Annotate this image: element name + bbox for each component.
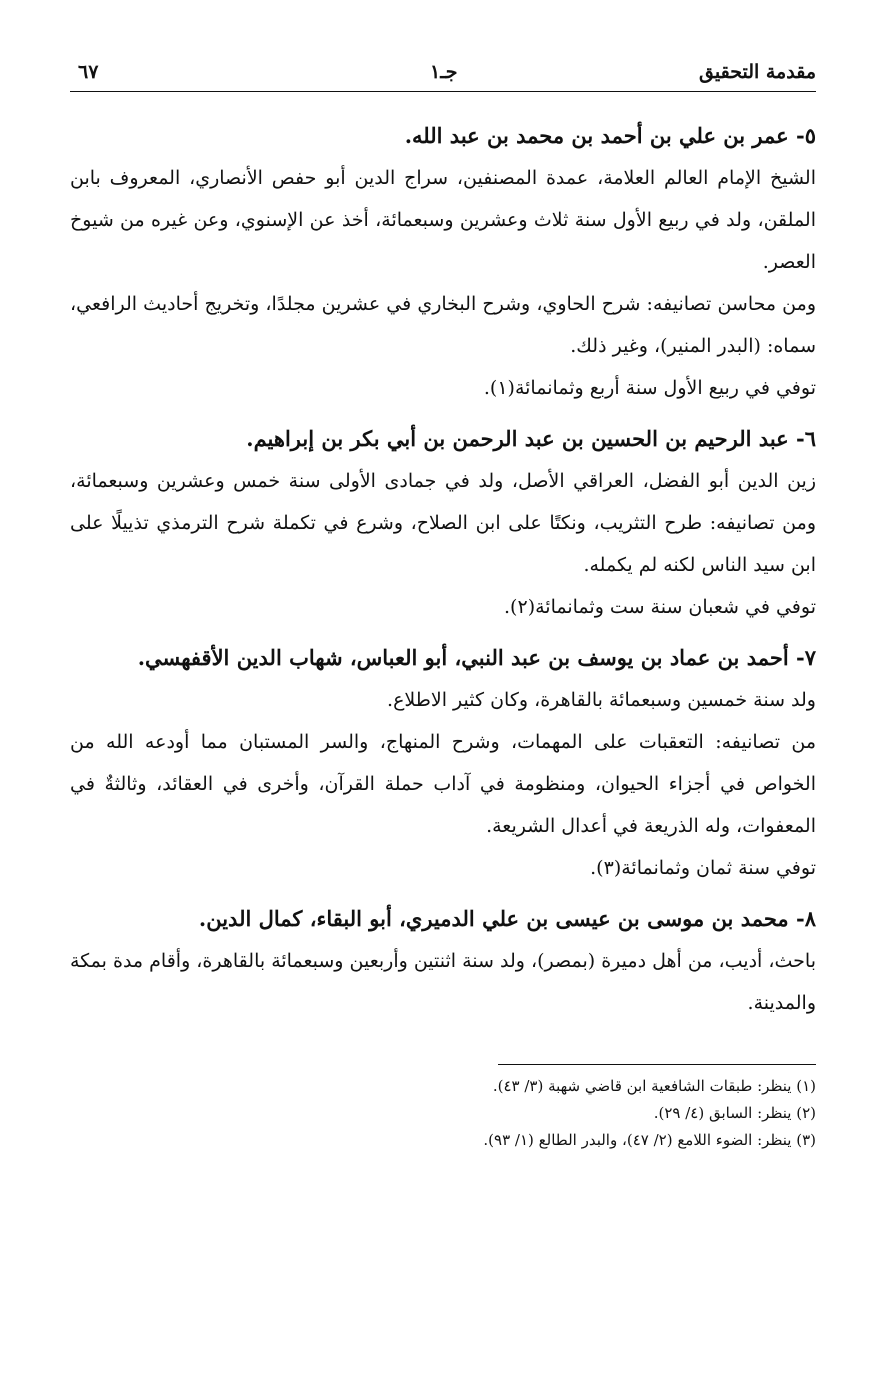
entry-title: ٧- أحمد بن عماد بن يوسف بن عبد النبي، أبو العباس، شهاب الدين الأقفهسي. <box>137 645 816 670</box>
biography-entry <box>70 417 816 628</box>
footnotes <box>70 1064 816 1154</box>
biography-entry <box>70 636 816 889</box>
page-content <box>70 114 816 1154</box>
entry-title: ٦- عبد الرحيم بن الحسين بن عبد الرحمن بن أبي بكر بن إبراهيم. <box>246 426 816 451</box>
entry-paragraph: توفي سنة ثمان وثمانمائة(٣). <box>590 857 816 879</box>
entry-paragraph: ومن محاسن تصانيفه: شرح الحاوي، وشرح البخاري في عشرين مجلدًا، وتخريج أحاديث الرافعي، سماه: (البدر المنير)، وغير ذلك. <box>70 293 816 357</box>
biography-entry <box>70 897 816 1024</box>
footnote: (٢) ينظر: السابق (٤/ ٢٩). <box>653 1104 816 1122</box>
entry-paragraph: توفي في ربيع الأول سنة أربع وثمانمائة(١). <box>483 377 816 399</box>
footnote: (١) ينظر: طبقات الشافعية ابن قاضي شهبة (٣/ ٤٣). <box>492 1077 816 1095</box>
entry-title: ٥- عمر بن علي بن أحمد بن محمد بن عبد الله. <box>404 123 816 148</box>
page-header <box>70 55 816 91</box>
book-page <box>70 55 816 1154</box>
header-rule <box>70 91 816 92</box>
entry-paragraph: باحث، أديب، من أهل دميرة (بمصر)، ولد سنة اثنتين وأربعين وسبعمائة بالقاهرة، وأقام مدة بمكة والمدينة. <box>70 950 816 1014</box>
biography-entry <box>70 114 816 409</box>
footnote-rule <box>498 1064 816 1065</box>
footnote: (٣) ينظر: الضوء اللامع (٢/ ٤٧)، والبدر الطالع (١/ ٩٣). <box>483 1131 816 1149</box>
entry-paragraph: توفي في شعبان سنة ست وثمانمائة(٢). <box>504 596 816 618</box>
entry-title: ٨- محمد بن موسى بن عيسى بن علي الدميري، أبو البقاء، كمال الدين. <box>198 906 816 931</box>
entry-paragraph: زين الدين أبو الفضل، العراقي الأصل، ولد في جمادى الأولى سنة خمس وعشرين وسبعمائة، ومن تصانيفه: طرح التثريب، ونكتًا على ابن الصلاح، وشرع في تكملة شرح الترمذي تذييلًا على ابن سيد الناس لكنه لم يكمله. <box>70 470 816 576</box>
entry-paragraph: من تصانيفه: التعقبات على المهمات، وشرح المنهاج، والسر المستبان مما أودعه الله من الخواص في أجزاء الحيوان، ومنظومة في آداب حملة القرآن، وأخرى في العقائد، وثالثةٌ في المعفوات، وله الذريعة في أعدال الشريعة. <box>70 731 816 837</box>
entry-paragraph: الشيخ الإمام العالم العلامة، عمدة المصنفين، سراج الدين أبو حفص الأنصاري، المعروف بابن الملقن، ولد في ربيع الأول سنة ثلاث وعشرين وسبعمائة، أخذ عن الإسنوي، وعن غيره من شيوخ العصر. <box>70 167 816 273</box>
page-number: ٦٧ <box>78 61 99 83</box>
entry-paragraph: ولد سنة خمسين وسبعمائة بالقاهرة، وكان كثير الاطلاع. <box>387 689 816 711</box>
running-title: مقدمة التحقيق <box>699 61 816 83</box>
volume-label: جـ١ <box>430 61 458 83</box>
